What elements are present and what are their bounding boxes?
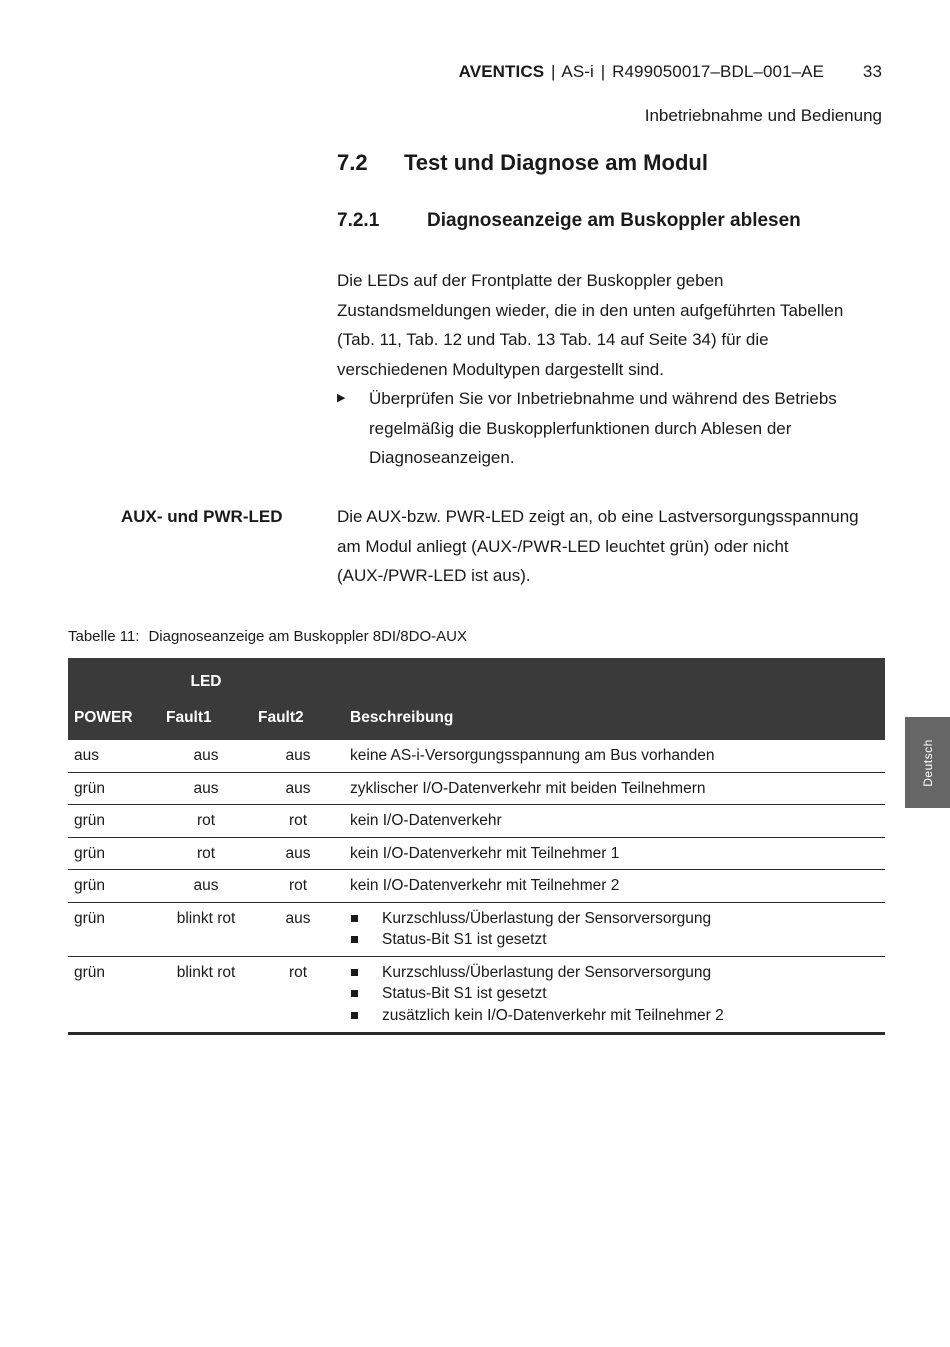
table-row xyxy=(68,805,885,838)
table-row xyxy=(68,772,885,805)
cell-description xyxy=(344,956,885,1034)
list-item: Kurzschluss/Überlastung der Sensorversorgung xyxy=(350,908,879,930)
cell-power: grün xyxy=(68,902,160,956)
square-bullet-icon xyxy=(351,936,358,943)
instruction-step xyxy=(337,384,882,473)
cell-description xyxy=(344,902,885,956)
language-tab-label: Deutsch xyxy=(920,738,935,787)
cell-fault1: aus xyxy=(160,740,252,772)
table-row xyxy=(68,870,885,903)
cell-power: grün xyxy=(68,837,160,870)
table-row xyxy=(68,740,885,772)
col-header-description: Beschreibung xyxy=(344,698,885,740)
cell-fault2: aus xyxy=(252,902,344,956)
led-group-header: LED xyxy=(160,658,252,698)
page-number: 33 xyxy=(862,62,882,81)
col-header-power: POWER xyxy=(68,698,160,740)
cell-fault2: rot xyxy=(252,870,344,903)
table-row xyxy=(68,956,885,1034)
cell-fault2: rot xyxy=(252,805,344,838)
subsection-number: 7.2.1 xyxy=(337,210,380,231)
cell-fault2: aus xyxy=(252,740,344,772)
aux-pwr-paragraph: Die AUX-bzw. PWR-LED zeigt an, ob eine Lastversorgungsspannung am Modul anliegt (AUX-/PWR-LED leuchtet grün) oder nicht (AUX-/PWR-LED ist aus). xyxy=(337,507,859,585)
header-doc-number: R499050017–BDL–001–AE xyxy=(612,62,825,81)
cell-fault1: blinkt rot xyxy=(160,902,252,956)
col-header-fault1: Fault1 xyxy=(160,698,252,740)
col-header-fault2: Fault2 xyxy=(252,698,344,740)
cell-power: grün xyxy=(68,772,160,805)
square-bullet-icon xyxy=(351,1012,358,1019)
language-tab xyxy=(905,717,950,808)
description-list xyxy=(350,962,879,1027)
subsection-title: Diagnoseanzeige am Buskoppler ablesen xyxy=(427,210,801,231)
subsection-heading xyxy=(337,210,801,232)
cell-fault1: rot xyxy=(160,805,252,838)
cell-fault2: rot xyxy=(252,956,344,1034)
section-number: 7.2 xyxy=(337,150,368,175)
cell-fault1: blinkt rot xyxy=(160,956,252,1034)
section-heading xyxy=(337,150,708,176)
header-section-title: Inbetriebnahme und Bedienung xyxy=(644,106,882,125)
cell-description: keine AS-i-Versorgungsspannung am Bus vorhanden xyxy=(344,740,885,772)
header-product: AS-i xyxy=(561,62,594,81)
cell-description: kein I/O-Datenverkehr mit Teilnehmer 2 xyxy=(344,870,885,903)
square-bullet-icon xyxy=(351,915,358,922)
instruction-text: Überprüfen Sie vor Inbetriebnahme und während des Betriebs regelmäßig die Buskopplerfunktionen durch Ablesen der Diagnoseanzeigen. xyxy=(369,389,837,467)
cell-fault1: aus xyxy=(160,870,252,903)
table-caption-label: Tabelle 11: xyxy=(68,628,140,645)
description-list xyxy=(350,908,879,951)
table-caption-title: Diagnoseanzeige am Buskoppler 8DI/8DO-AUX xyxy=(148,628,467,645)
header-brand: AVENTICS xyxy=(458,62,545,81)
running-header xyxy=(459,62,882,82)
cell-power: aus xyxy=(68,740,160,772)
table-row xyxy=(68,837,885,870)
triangle-bullet-icon: ▶ xyxy=(337,392,346,404)
cell-fault2: aus xyxy=(252,772,344,805)
intro-paragraph: Die LEDs auf der Frontplatte der Buskoppler geben Zustandsmeldungen wieder, die in den unten aufgeführten Tabellen (Tab. 11, Tab. 12 und Tab. 13 Tab. 14 auf Seite 34) für die verschiedenen Modultypen dargestellt sind. xyxy=(337,271,844,379)
table-group-header-row xyxy=(68,658,885,698)
list-item: zusätzlich kein I/O-Datenverkehr mit Teilnehmer 2 xyxy=(350,1005,879,1027)
cell-power: grün xyxy=(68,805,160,838)
list-item: Status-Bit S1 ist gesetzt xyxy=(350,929,879,951)
table-caption xyxy=(68,628,467,645)
cell-description: kein I/O-Datenverkehr mit Teilnehmer 1 xyxy=(344,837,885,870)
cell-description: kein I/O-Datenverkehr xyxy=(344,805,885,838)
table-header-row xyxy=(68,698,885,740)
section-title: Test und Diagnose am Modul xyxy=(404,150,708,175)
square-bullet-icon xyxy=(351,969,358,976)
list-item: Kurzschluss/Überlastung der Sensorversorgung xyxy=(350,962,879,984)
list-item: Status-Bit S1 ist gesetzt xyxy=(350,983,879,1005)
square-bullet-icon xyxy=(351,990,358,997)
cell-fault2: aus xyxy=(252,837,344,870)
cell-power: grün xyxy=(68,870,160,903)
cell-fault1: rot xyxy=(160,837,252,870)
diagnosis-table xyxy=(68,658,885,1035)
cell-description: zyklischer I/O-Datenverkehr mit beiden Teilnehmern xyxy=(344,772,885,805)
cell-fault1: aus xyxy=(160,772,252,805)
table-row xyxy=(68,902,885,956)
header-separator: | xyxy=(600,62,606,81)
margin-label: AUX- und PWR-LED xyxy=(121,507,283,526)
cell-power: grün xyxy=(68,956,160,1034)
header-separator: | xyxy=(550,62,556,81)
